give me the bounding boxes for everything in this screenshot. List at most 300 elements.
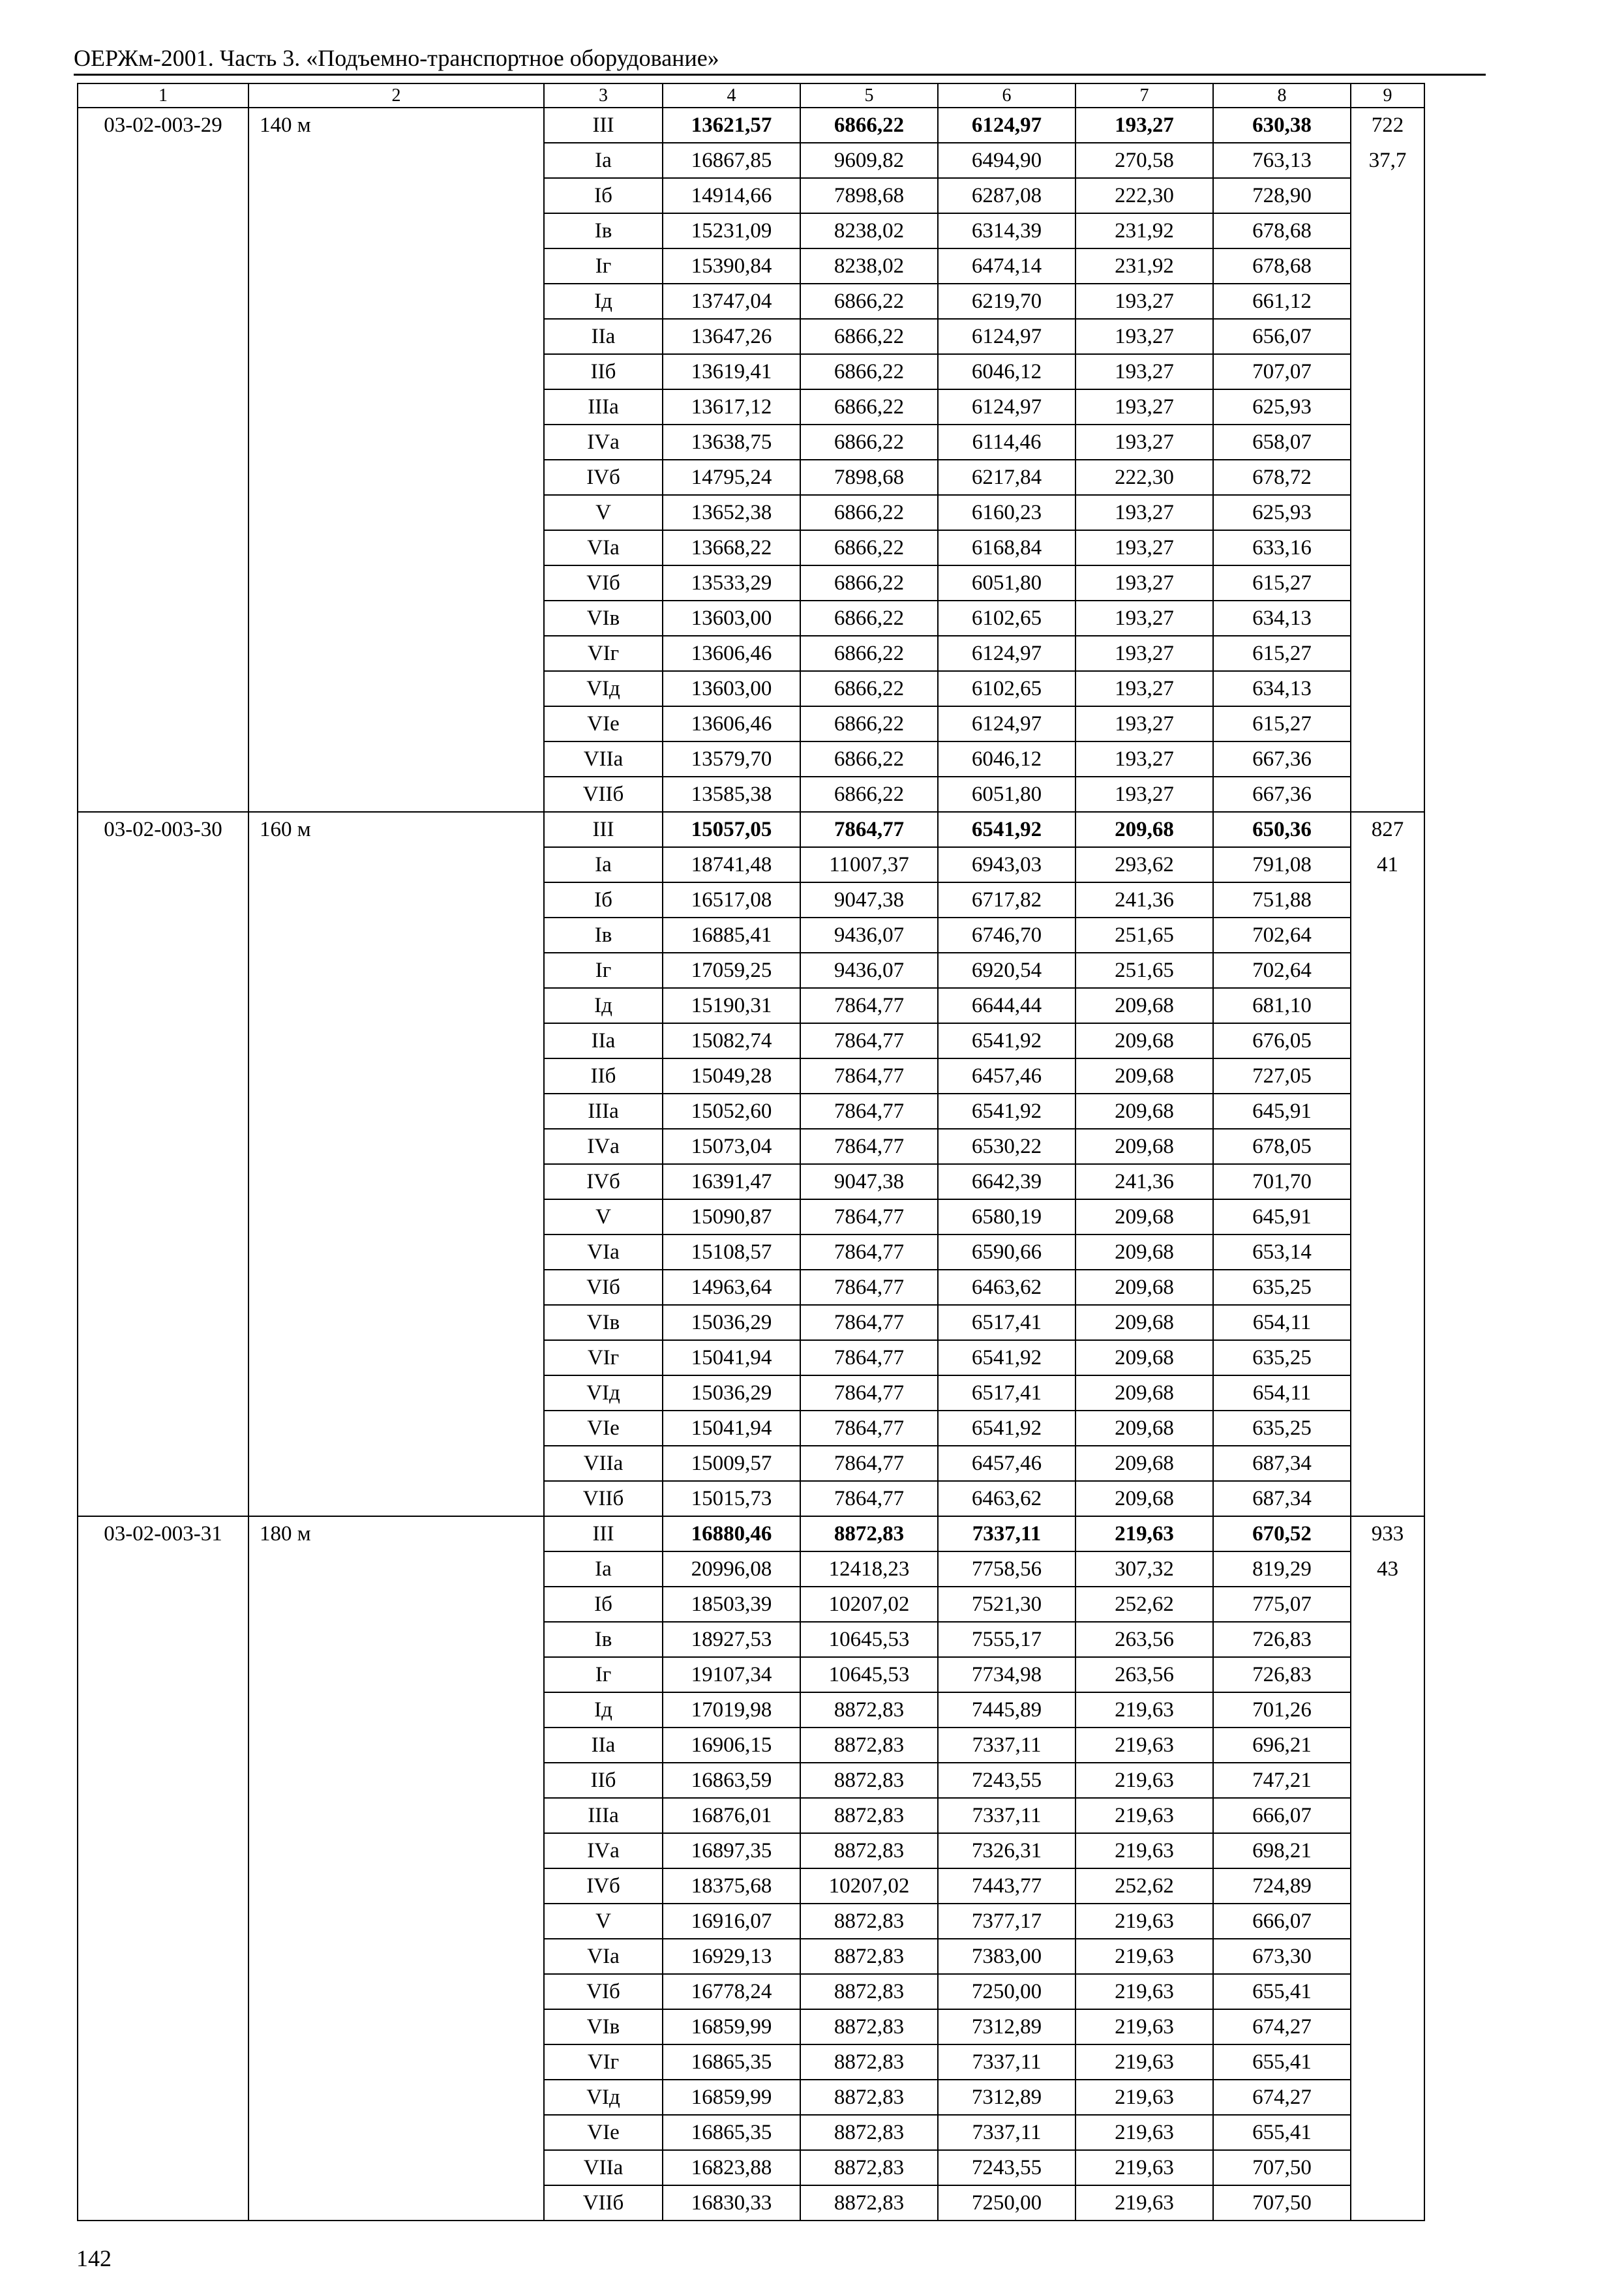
col7-cell: 209,68	[1075, 1375, 1213, 1411]
category-cell: VIIа	[544, 1446, 663, 1481]
category-cell: V	[544, 495, 663, 530]
col9-value: 933	[1371, 1522, 1404, 1546]
col8-cell: 650,36	[1213, 812, 1351, 847]
total-cell: 16897,35	[663, 1833, 800, 1868]
total-cell: 13603,00	[663, 601, 800, 636]
col8-cell: 696,21	[1213, 1728, 1351, 1763]
col5-cell: 8872,83	[800, 1939, 938, 1974]
category-cell: Iд	[544, 284, 663, 319]
col8-cell: 658,07	[1213, 425, 1351, 460]
col7-cell: 219,63	[1075, 2044, 1213, 2080]
col7-cell: 209,68	[1075, 1199, 1213, 1234]
col8-cell: 747,21	[1213, 1763, 1351, 1798]
col5-cell: 8872,83	[800, 2115, 938, 2150]
col6-cell: 7377,17	[938, 1904, 1075, 1939]
category-cell: IVа	[544, 425, 663, 460]
category-cell: IIа	[544, 1728, 663, 1763]
rate-code: 03-02-003-29	[78, 108, 248, 812]
category-cell: VIа	[544, 1234, 663, 1270]
col7-cell: 219,63	[1075, 2185, 1213, 2221]
table-row	[78, 108, 1424, 143]
col7-cell: 193,27	[1075, 565, 1213, 601]
col9-cell	[1351, 1516, 1424, 2221]
col6-cell: 6124,97	[938, 636, 1075, 671]
col8-cell: 678,05	[1213, 1129, 1351, 1164]
col7-cell: 241,36	[1075, 882, 1213, 918]
category-cell: IIIа	[544, 389, 663, 425]
total-cell: 15108,57	[663, 1234, 800, 1270]
category-cell: Iг	[544, 248, 663, 284]
total-cell: 16876,01	[663, 1798, 800, 1833]
col8-cell: 819,29	[1213, 1551, 1351, 1587]
column-number: 6	[938, 83, 1075, 108]
category-cell: V	[544, 1199, 663, 1234]
rate-name: 140 м	[248, 108, 544, 812]
total-cell: 15231,09	[663, 213, 800, 248]
total-cell: 14963,64	[663, 1270, 800, 1305]
col5-cell: 7864,77	[800, 988, 938, 1023]
col8-cell: 656,07	[1213, 319, 1351, 354]
col7-cell: 193,27	[1075, 741, 1213, 777]
total-cell: 15090,87	[663, 1199, 800, 1234]
col8-cell: 763,13	[1213, 143, 1351, 178]
col6-cell: 6530,22	[938, 1129, 1075, 1164]
category-cell: VIг	[544, 636, 663, 671]
col5-cell: 7864,77	[800, 1340, 938, 1375]
col5-cell: 7864,77	[800, 1058, 938, 1094]
column-number: 8	[1213, 83, 1351, 108]
category-cell: VIб	[544, 565, 663, 601]
col7-cell: 219,63	[1075, 1904, 1213, 1939]
category-cell: IIIа	[544, 1094, 663, 1129]
col8-cell: 681,10	[1213, 988, 1351, 1023]
col8-cell: 625,93	[1213, 495, 1351, 530]
col7-cell: 219,63	[1075, 1798, 1213, 1833]
col7-cell: 219,63	[1075, 1763, 1213, 1798]
col6-cell: 6541,92	[938, 812, 1075, 847]
col7-cell: 209,68	[1075, 1270, 1213, 1305]
column-number: 5	[800, 83, 938, 108]
col5-cell: 9436,07	[800, 953, 938, 988]
total-cell: 19107,34	[663, 1657, 800, 1692]
category-cell: III	[544, 108, 663, 143]
total-cell: 13606,46	[663, 636, 800, 671]
total-cell: 13652,38	[663, 495, 800, 530]
col8-cell: 726,83	[1213, 1622, 1351, 1657]
col7-cell: 219,63	[1075, 2150, 1213, 2185]
col5-cell: 8872,83	[800, 2185, 938, 2221]
col5-cell: 10207,02	[800, 1868, 938, 1904]
category-cell: IVб	[544, 460, 663, 495]
col6-cell: 6046,12	[938, 741, 1075, 777]
total-cell: 15041,94	[663, 1411, 800, 1446]
category-cell: VIв	[544, 1305, 663, 1340]
col7-cell: 222,30	[1075, 178, 1213, 213]
col8-cell: 666,07	[1213, 1904, 1351, 1939]
col8-cell: 724,89	[1213, 1868, 1351, 1904]
col8-cell: 635,25	[1213, 1270, 1351, 1305]
col6-cell: 7734,98	[938, 1657, 1075, 1692]
col6-cell: 6580,19	[938, 1199, 1075, 1234]
col9-value: 827	[1371, 818, 1404, 841]
category-cell: Iб	[544, 882, 663, 918]
total-cell: 14795,24	[663, 460, 800, 495]
col8-cell: 701,70	[1213, 1164, 1351, 1199]
total-cell: 16391,47	[663, 1164, 800, 1199]
category-cell: VIIб	[544, 2185, 663, 2221]
col5-cell: 7864,77	[800, 1411, 938, 1446]
col6-cell: 7312,89	[938, 2080, 1075, 2115]
total-cell: 16867,85	[663, 143, 800, 178]
col6-cell: 6541,92	[938, 1340, 1075, 1375]
col5-cell: 7898,68	[800, 460, 938, 495]
column-number: 2	[248, 83, 544, 108]
col8-cell: 645,91	[1213, 1094, 1351, 1129]
col5-cell: 6866,22	[800, 741, 938, 777]
table-row	[78, 1516, 1424, 1551]
category-cell: VIе	[544, 706, 663, 741]
col6-cell: 6474,14	[938, 248, 1075, 284]
col7-cell: 193,27	[1075, 108, 1213, 143]
total-cell: 17059,25	[663, 953, 800, 988]
column-number: 3	[544, 83, 663, 108]
col5-cell: 8872,83	[800, 1798, 938, 1833]
col5-cell: 8872,83	[800, 1763, 938, 1798]
col6-cell: 6541,92	[938, 1023, 1075, 1058]
col6-cell: 6494,90	[938, 143, 1075, 178]
col5-cell: 8872,83	[800, 1516, 938, 1551]
category-cell: Iа	[544, 847, 663, 882]
col7-cell: 209,68	[1075, 1234, 1213, 1270]
col6-cell: 7445,89	[938, 1692, 1075, 1728]
category-cell: VIв	[544, 2009, 663, 2044]
col7-cell: 209,68	[1075, 988, 1213, 1023]
col8-cell: 655,41	[1213, 2044, 1351, 2080]
col6-cell: 7243,55	[938, 2150, 1075, 2185]
col5-cell: 7898,68	[800, 178, 938, 213]
col8-cell: 791,08	[1213, 847, 1351, 882]
col7-cell: 219,63	[1075, 1728, 1213, 1763]
total-cell: 13621,57	[663, 108, 800, 143]
total-cell: 13585,38	[663, 777, 800, 812]
category-cell: VIе	[544, 1411, 663, 1446]
col8-cell: 674,27	[1213, 2009, 1351, 2044]
total-cell: 15052,60	[663, 1094, 800, 1129]
col5-cell: 7864,77	[800, 1234, 938, 1270]
col7-cell: 231,92	[1075, 213, 1213, 248]
col6-cell: 6590,66	[938, 1234, 1075, 1270]
category-cell: Iд	[544, 988, 663, 1023]
col7-cell: 251,65	[1075, 918, 1213, 953]
col7-cell: 252,62	[1075, 1587, 1213, 1622]
category-cell: VIб	[544, 1270, 663, 1305]
col6-cell: 6160,23	[938, 495, 1075, 530]
col7-cell: 293,62	[1075, 847, 1213, 882]
category-cell: III	[544, 812, 663, 847]
col5-cell: 8872,83	[800, 1692, 938, 1728]
col6-cell: 6717,82	[938, 882, 1075, 918]
col5-cell: 9436,07	[800, 918, 938, 953]
column-number: 4	[663, 83, 800, 108]
col5-cell: 7864,77	[800, 1375, 938, 1411]
col7-cell: 209,68	[1075, 1058, 1213, 1094]
col8-cell: 635,25	[1213, 1340, 1351, 1375]
total-cell: 13606,46	[663, 706, 800, 741]
col5-cell: 6866,22	[800, 108, 938, 143]
col8-cell: 655,41	[1213, 1974, 1351, 2009]
total-cell: 18927,53	[663, 1622, 800, 1657]
total-cell: 18741,48	[663, 847, 800, 882]
col5-cell: 7864,77	[800, 1481, 938, 1516]
total-cell: 15190,31	[663, 988, 800, 1023]
col8-cell: 615,27	[1213, 706, 1351, 741]
col6-cell: 7337,11	[938, 1798, 1075, 1833]
total-cell: 13668,22	[663, 530, 800, 565]
col5-cell: 6866,22	[800, 706, 938, 741]
col5-cell: 8872,83	[800, 2080, 938, 2115]
category-cell: IVа	[544, 1833, 663, 1868]
rate-code: 03-02-003-30	[78, 812, 248, 1516]
col6-cell: 6644,44	[938, 988, 1075, 1023]
col8-cell: 625,93	[1213, 389, 1351, 425]
category-cell: VIб	[544, 1974, 663, 2009]
col6-cell: 6219,70	[938, 284, 1075, 319]
col8-cell: 728,90	[1213, 178, 1351, 213]
col6-cell: 6457,46	[938, 1446, 1075, 1481]
category-cell: Iа	[544, 143, 663, 178]
column-number: 9	[1351, 83, 1424, 108]
col8-cell: 707,07	[1213, 354, 1351, 389]
col5-cell: 6866,22	[800, 389, 938, 425]
col6-cell: 6541,92	[938, 1411, 1075, 1446]
col7-cell: 193,27	[1075, 319, 1213, 354]
col6-cell: 7555,17	[938, 1622, 1075, 1657]
table-row	[78, 812, 1424, 847]
total-cell: 16863,59	[663, 1763, 800, 1798]
col9-cell	[1351, 108, 1424, 812]
col5-cell: 8872,83	[800, 1728, 938, 1763]
header-rule	[74, 74, 1486, 76]
category-cell: VIа	[544, 530, 663, 565]
col6-cell: 7337,11	[938, 1728, 1075, 1763]
total-cell: 16830,33	[663, 2185, 800, 2221]
col5-cell: 11007,37	[800, 847, 938, 882]
total-cell: 16916,07	[663, 1904, 800, 1939]
page-header: ОЕРЖм-2001. Часть 3. «Подъемно-транспортное оборудование»	[74, 45, 719, 71]
category-cell: V	[544, 1904, 663, 1939]
col6-cell: 6051,80	[938, 565, 1075, 601]
col5-cell: 6866,22	[800, 636, 938, 671]
category-cell: VIIб	[544, 777, 663, 812]
category-cell: VIIа	[544, 741, 663, 777]
total-cell: 13603,00	[663, 671, 800, 706]
total-cell: 15390,84	[663, 248, 800, 284]
col6-cell: 6463,62	[938, 1270, 1075, 1305]
col8-cell: 701,26	[1213, 1692, 1351, 1728]
col9-value: 37,7	[1368, 149, 1407, 172]
total-cell: 15015,73	[663, 1481, 800, 1516]
column-numbers-row	[78, 83, 1424, 108]
col8-cell: 667,36	[1213, 741, 1351, 777]
col5-cell: 6866,22	[800, 601, 938, 636]
total-cell: 16885,41	[663, 918, 800, 953]
category-cell: VIг	[544, 2044, 663, 2080]
total-cell: 20996,08	[663, 1551, 800, 1587]
col5-cell: 7864,77	[800, 1446, 938, 1481]
col6-cell: 7326,31	[938, 1833, 1075, 1868]
col9-cell	[1351, 812, 1424, 1516]
col7-cell: 231,92	[1075, 248, 1213, 284]
category-cell: VIг	[544, 1340, 663, 1375]
col5-cell: 7864,77	[800, 1129, 938, 1164]
col8-cell: 751,88	[1213, 882, 1351, 918]
col6-cell: 7312,89	[938, 2009, 1075, 2044]
total-cell: 16778,24	[663, 1974, 800, 2009]
category-cell: Iд	[544, 1692, 663, 1728]
total-cell: 16865,35	[663, 2044, 800, 2080]
col5-cell: 8872,83	[800, 1833, 938, 1868]
col7-cell: 209,68	[1075, 1411, 1213, 1446]
col8-cell: 630,38	[1213, 108, 1351, 143]
table-body	[78, 83, 1424, 2221]
col7-cell: 193,27	[1075, 354, 1213, 389]
total-cell: 15073,04	[663, 1129, 800, 1164]
col5-cell: 7864,77	[800, 1199, 938, 1234]
col5-cell: 6866,22	[800, 777, 938, 812]
col6-cell: 6217,84	[938, 460, 1075, 495]
page-number: 142	[76, 2245, 112, 2271]
col8-cell: 653,14	[1213, 1234, 1351, 1270]
col7-cell: 209,68	[1075, 1129, 1213, 1164]
col6-cell: 7337,11	[938, 2044, 1075, 2080]
col6-cell: 6457,46	[938, 1058, 1075, 1094]
total-cell: 15036,29	[663, 1375, 800, 1411]
col8-cell: 726,83	[1213, 1657, 1351, 1692]
col5-cell: 7864,77	[800, 1023, 938, 1058]
total-cell: 13638,75	[663, 425, 800, 460]
col5-cell: 6866,22	[800, 495, 938, 530]
col6-cell: 7337,11	[938, 1516, 1075, 1551]
col5-cell: 10207,02	[800, 1587, 938, 1622]
total-cell: 14914,66	[663, 178, 800, 213]
total-cell: 15082,74	[663, 1023, 800, 1058]
col8-cell: 707,50	[1213, 2150, 1351, 2185]
col7-cell: 193,27	[1075, 636, 1213, 671]
col7-cell: 263,56	[1075, 1657, 1213, 1692]
col8-cell: 634,13	[1213, 671, 1351, 706]
category-cell: VIе	[544, 2115, 663, 2150]
col8-cell: 666,07	[1213, 1798, 1351, 1833]
col5-cell: 6866,22	[800, 284, 938, 319]
col8-cell: 775,07	[1213, 1587, 1351, 1622]
col8-cell: 667,36	[1213, 777, 1351, 812]
total-cell: 15057,05	[663, 812, 800, 847]
col7-cell: 193,27	[1075, 671, 1213, 706]
col8-cell: 676,05	[1213, 1023, 1351, 1058]
col5-cell: 10645,53	[800, 1657, 938, 1692]
col6-cell: 6102,65	[938, 601, 1075, 636]
total-cell: 18375,68	[663, 1868, 800, 1904]
col5-cell: 6866,22	[800, 530, 938, 565]
col6-cell: 6124,97	[938, 319, 1075, 354]
category-cell: VIIа	[544, 2150, 663, 2185]
col5-cell: 7864,77	[800, 812, 938, 847]
col5-cell: 9609,82	[800, 143, 938, 178]
col7-cell: 263,56	[1075, 1622, 1213, 1657]
col6-cell: 6642,39	[938, 1164, 1075, 1199]
col5-cell: 6866,22	[800, 319, 938, 354]
col5-cell: 12418,23	[800, 1551, 938, 1587]
col7-cell: 219,63	[1075, 2009, 1213, 2044]
col5-cell: 8238,02	[800, 248, 938, 284]
category-cell: IIб	[544, 354, 663, 389]
category-cell: Iа	[544, 1551, 663, 1587]
col8-cell: 674,27	[1213, 2080, 1351, 2115]
col6-cell: 6463,62	[938, 1481, 1075, 1516]
total-cell: 13579,70	[663, 741, 800, 777]
col7-cell: 252,62	[1075, 1868, 1213, 1904]
col6-cell: 6517,41	[938, 1375, 1075, 1411]
col6-cell: 6943,03	[938, 847, 1075, 882]
total-cell: 16880,46	[663, 1516, 800, 1551]
col7-cell: 219,63	[1075, 2080, 1213, 2115]
col6-cell: 6124,97	[938, 706, 1075, 741]
col6-cell: 6314,39	[938, 213, 1075, 248]
col8-cell: 645,91	[1213, 1199, 1351, 1234]
col8-cell: 634,13	[1213, 601, 1351, 636]
category-cell: IIб	[544, 1763, 663, 1798]
col7-cell: 219,63	[1075, 1974, 1213, 2009]
col6-cell: 6746,70	[938, 918, 1075, 953]
total-cell: 16859,99	[663, 2009, 800, 2044]
col8-cell: 687,34	[1213, 1446, 1351, 1481]
col9-value: 43	[1377, 1557, 1398, 1581]
col5-cell: 7864,77	[800, 1305, 938, 1340]
category-cell: Iв	[544, 213, 663, 248]
col6-cell: 7758,56	[938, 1551, 1075, 1587]
category-cell: Iг	[544, 953, 663, 988]
col8-cell: 633,16	[1213, 530, 1351, 565]
col8-cell: 698,21	[1213, 1833, 1351, 1868]
col5-cell: 6866,22	[800, 565, 938, 601]
col7-cell: 209,68	[1075, 1023, 1213, 1058]
col9-value: 41	[1377, 853, 1398, 876]
col7-cell: 219,63	[1075, 1939, 1213, 1974]
col8-cell: 615,27	[1213, 565, 1351, 601]
col8-cell: 661,12	[1213, 284, 1351, 319]
category-cell: VIд	[544, 1375, 663, 1411]
total-cell: 15041,94	[663, 1340, 800, 1375]
rate-code: 03-02-003-31	[78, 1516, 248, 2221]
col9-value: 722	[1371, 113, 1404, 137]
col8-cell: 678,72	[1213, 460, 1351, 495]
col5-cell: 6866,22	[800, 425, 938, 460]
col6-cell: 6124,97	[938, 108, 1075, 143]
col6-cell: 7443,77	[938, 1868, 1075, 1904]
col7-cell: 193,27	[1075, 284, 1213, 319]
col8-cell: 670,52	[1213, 1516, 1351, 1551]
col5-cell: 9047,38	[800, 882, 938, 918]
total-cell: 16906,15	[663, 1728, 800, 1763]
total-cell: 17019,98	[663, 1692, 800, 1728]
col6-cell: 6102,65	[938, 671, 1075, 706]
col8-cell: 673,30	[1213, 1939, 1351, 1974]
col8-cell: 687,34	[1213, 1481, 1351, 1516]
col6-cell: 6168,84	[938, 530, 1075, 565]
col8-cell: 702,64	[1213, 918, 1351, 953]
total-cell: 13647,26	[663, 319, 800, 354]
col8-cell: 635,25	[1213, 1411, 1351, 1446]
